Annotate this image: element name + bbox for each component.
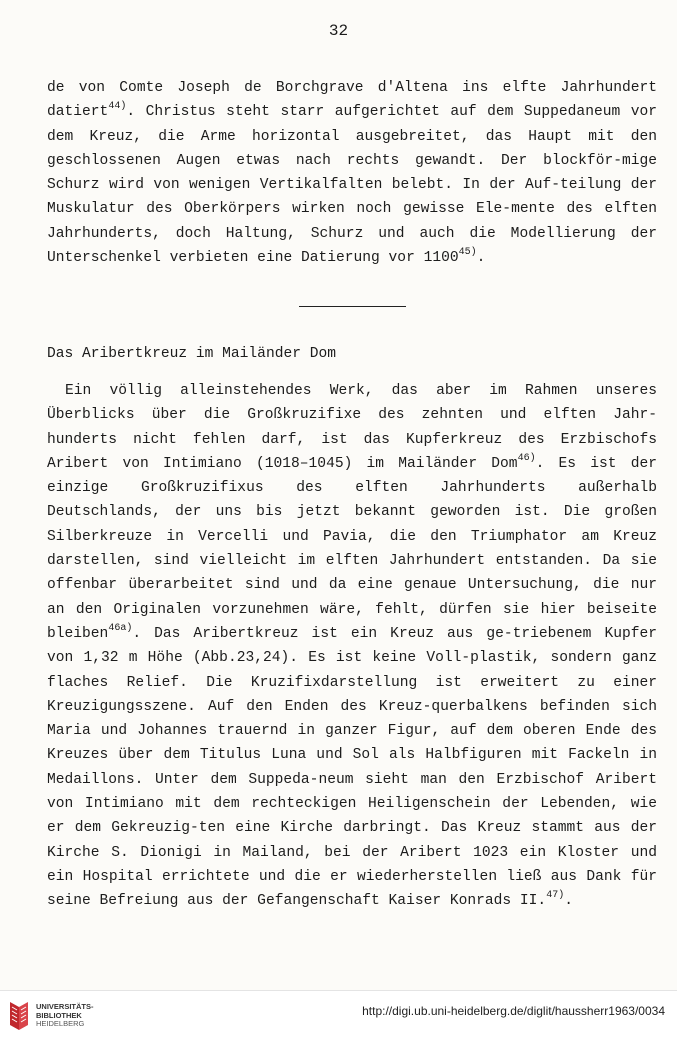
paragraph-1-text-a: de von Comte Joseph de Borchgrave d'Altena ins elfte Jahrhundert datiert — [47, 80, 657, 121]
library-name-line-3: HEIDELBERG — [36, 1019, 85, 1028]
source-url-link[interactable]: http://digi.ub.uni-heidelberg.de/diglit/haussherr1963/0034 — [362, 1004, 665, 1018]
paragraph-2-text-d: . — [564, 893, 573, 910]
footer-bar — [0, 990, 677, 1044]
footnote-ref-44[interactable]: 44) — [108, 101, 127, 113]
paragraph-1-text-c: . — [476, 250, 486, 267]
page-number: 32 — [328, 22, 349, 40]
footnote-ref-45[interactable]: 45) — [458, 247, 477, 259]
library-name-line-2: BIBLIOTHEK — [36, 1010, 82, 1020]
library-name — [36, 1003, 94, 1029]
footnote-ref-46a[interactable]: 46a) — [108, 622, 133, 634]
paragraph-2-text-c: . Das Aribertkreuz ist ein Kreuz aus ge-triebenem Kupfer von 1,32 m Höhe (Abb.23,24). Es ist keine Voll-plastik, sondern ganz flaches Relief. Die Kruzifixdarstellung ist erweitert zu einer Kreuzigungsszene. Auf den Enden des Kreuz-querbalkens befinden sich Maria und Johannes trauernd in ganzer Figur, auf dem oberen Ende des Kreuzes über dem Titulus Luna und Sol als Halbfiguren mit Fackeln in Medaillons. Unter dem Suppeda-neum sieht man den Erzbischof Aribert von Intimiano mit dem rechteckigen Heiligenschein der Lebenden, wie er dem Gekreuzig-ten eine Kirche darbringt. Das Kreuz stammt aus der Kirche S. Dionigi in Mailand, bei der Aribert 1023 ein Kloster und ein Hospital errichtete und die er wiederherstellen ließ aus Dank für seine Befreiung aus der Gefangenschaft Kaiser Konrads II. — [47, 625, 657, 910]
paragraph-2-text-b: . Es ist der einzige Großkruzifixus des elften Jahrhunderts außerhalb Deutschlands, der uns bis jetzt bekannt geworden ist. Die großen Silberkreuze in Vercelli und Pavia, die den Triumphator am Kreuz darstellen, sind vielleicht im elften Jahrhundert entstanden. Da sie offenbar überarbeitet sind und da eine genaue Untersuchung, die nur an den Originalen vorzunehmen wäre, fehlt, dürfen sie hier beiseite bleiben — [47, 455, 658, 642]
library-name-line-1: UNIVERSITÄTS- — [36, 1002, 94, 1011]
university-library-logo-icon[interactable] — [8, 999, 30, 1033]
paragraph-1-text-b: . Christus steht starr aufgerichtet auf dem Suppedaneum vor dem Kreuz, die Arme horizontal ausgebreitet, das Haupt mit den geschlossenen Augen etwas nach rechts gewandt. Der blockför-mige Schurz wird von wenigen Vertikalfalten belebt. In der Auf-teilung der Muskulatur des Oberkörpers wirken noch gewisse Ele-mente des elften Jahrhunderts, doch Haltung, Schurz und auch die Modellierung der Unterschenkel verbieten eine Datierung vor 1100 — [47, 104, 657, 267]
paragraph-2 — [47, 379, 657, 914]
paragraph-1 — [47, 76, 657, 270]
section-heading: Das Aribertkreuz im Mailänder Dom — [47, 346, 337, 362]
footnote-ref-47[interactable]: 47) — [546, 890, 565, 902]
footnote-ref-46[interactable]: 46) — [517, 452, 536, 464]
paragraph-2-text-a: Ein völlig alleinstehendes Werk, das aber im Rahmen unseres Überblicks über die Großkruzifixe des zehnten und elften Jahr-hunderts nicht fehlen darf, ist das Kupferkreuz des Erzbischofs Aribert von Intimiano (1018–1045) im Mailänder Dom — [47, 383, 657, 472]
section-divider — [299, 306, 406, 307]
